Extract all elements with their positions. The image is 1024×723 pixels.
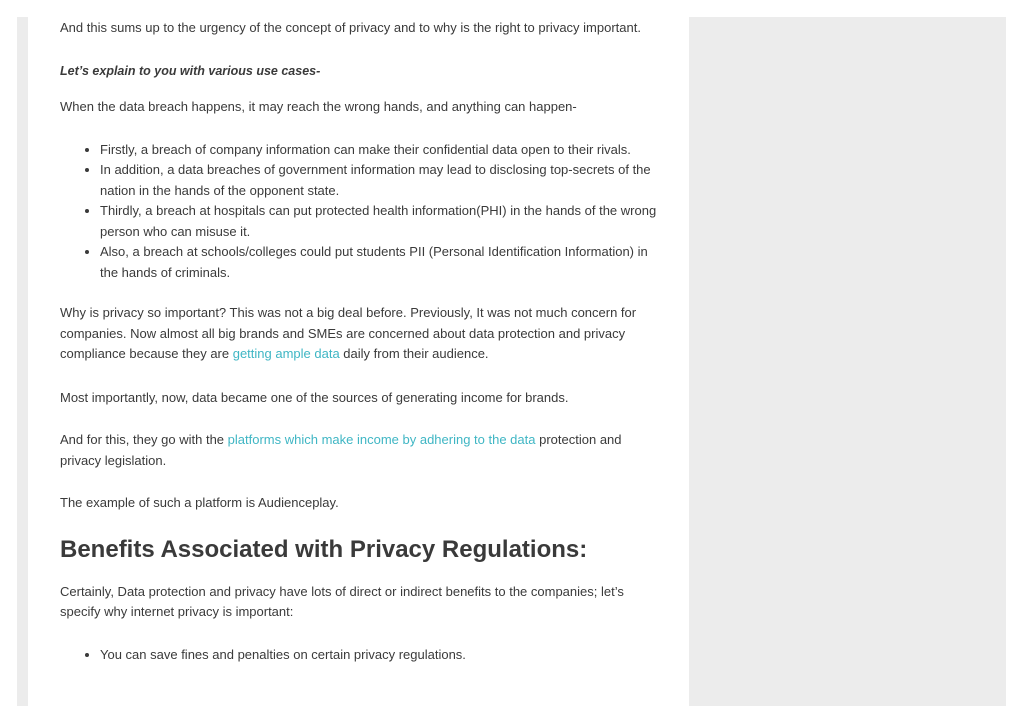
benefits-list [60,645,660,666]
article-body [60,17,660,665]
benefits-heading: Benefits Associated with Privacy Regulations: [60,535,588,563]
paragraph-use-cases: Let’s explain to you with various use cases- [60,63,321,78]
list-item: • You can save fines and penalties on certain privacy regulations. [100,645,660,666]
list-item: • Also, a breach at schools/colleges could put students PII (Personal Identification Information) in the hands of criminals. [100,242,660,283]
text-segment: Why is privacy so important? This was not a big deal before. Previously, It was not much concern for companies. Now almost all big brands and SMEs are concerned about data protection and privacy compliance because they are [60,305,637,361]
paragraph-benefits: Certainly, Data protection and privacy have lots of direct or indirect benefits to the companies; let’s specify why internet privacy is important: [60,583,624,619]
paragraph-most-importantly: Most importantly, now, data became one of the sources of generating income for brands. [60,389,569,405]
text-segment: daily from their audience. [339,346,489,361]
list-item: • In addition, a data breaches of government information may lead to disclosing top-secrets of the nation in the hands of the opponent state. [100,160,660,201]
paragraph-why-privacy [60,303,660,365]
paragraph-breach-intro: When the data breach happens, it may reach the wrong hands, and anything can happen- [60,99,577,114]
sidebar-panel [689,17,1006,706]
paragraph-example: The example of such a platform is Audienceplay. [60,495,339,510]
text-segment: protection and privacy legislation. [60,432,622,468]
platforms-income-link[interactable]: platforms which make income by adhering to the data [227,432,536,447]
list-item: • Thirdly, a breach at hospitals can put protected health information(PHI) in the hands of the wrong person who can misuse it. [100,201,660,242]
paragraph-urgency: And this sums up to the urgency of the concept of privacy and to why is the right to privacy important. [60,20,641,35]
text-segment: And for this, they go with the [60,432,228,447]
getting-ample-data-link[interactable]: getting ample data [232,346,340,361]
list-item: • Firstly, a breach of company information can make their confidential data open to their rivals. [100,140,660,161]
left-rail [17,17,28,706]
paragraph-platforms [60,430,660,471]
breach-list [60,140,660,284]
